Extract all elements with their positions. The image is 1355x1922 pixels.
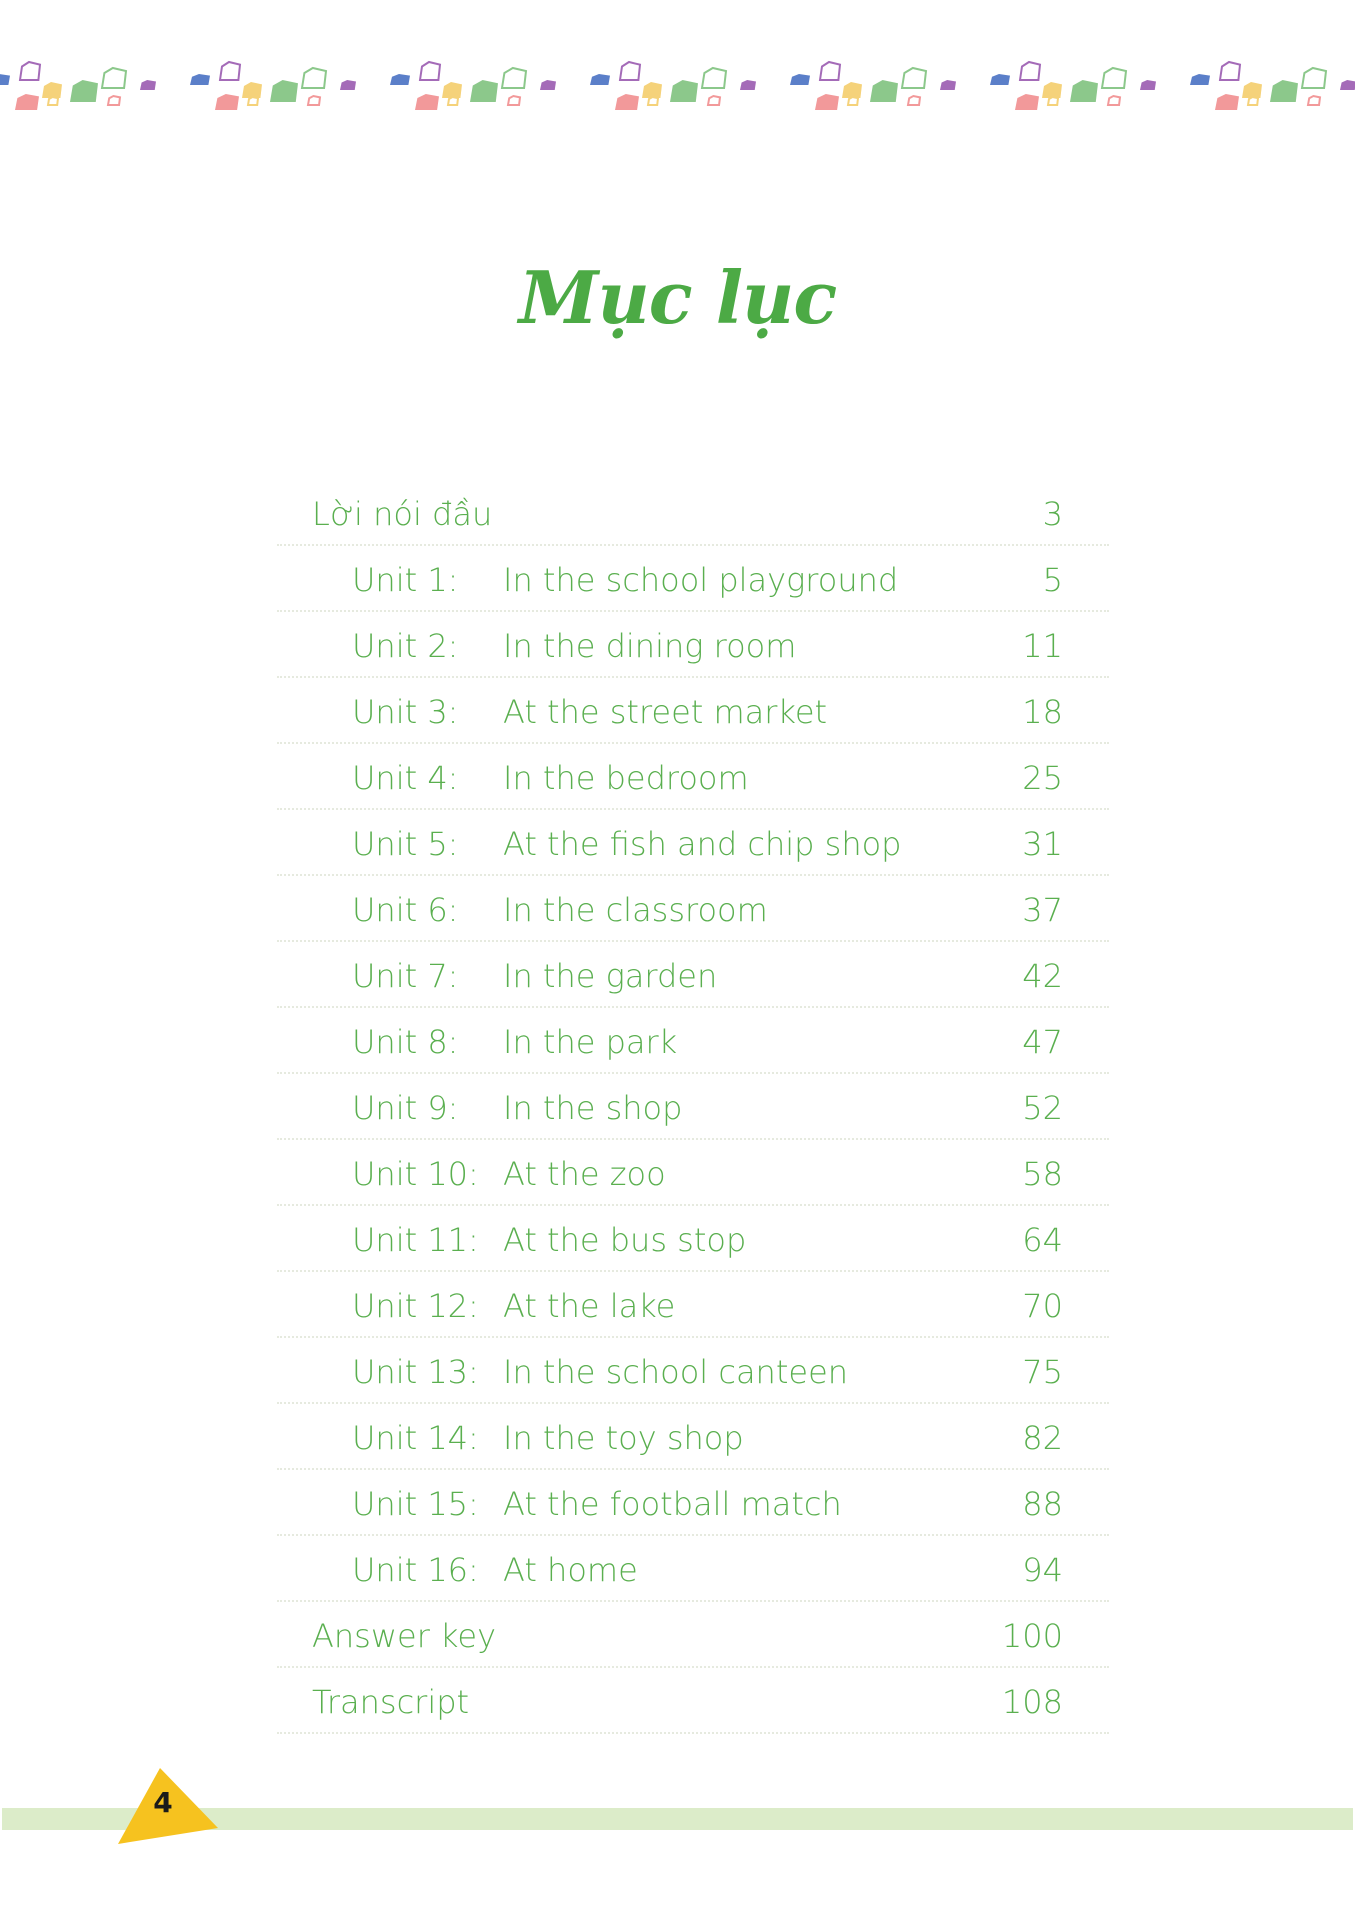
toc-page-number: 18 <box>1022 693 1063 731</box>
pebble-shape <box>242 82 262 98</box>
pebble-shape <box>1140 80 1156 90</box>
pebble-shape <box>702 68 726 88</box>
toc-page-number: 25 <box>1022 759 1063 797</box>
toc-entry-label: Transcript <box>312 1683 470 1721</box>
pebble-shape <box>42 82 62 98</box>
toc-page-number: 64 <box>1022 1221 1063 1259</box>
pebble-shape <box>508 96 520 105</box>
page-number: 4 <box>153 1786 173 1819</box>
pebble-shape <box>940 80 956 90</box>
pebble-shape <box>908 96 920 105</box>
toc-page-number: 42 <box>1022 957 1063 995</box>
pebble-shape <box>340 80 356 90</box>
toc-row-unit[interactable] <box>277 546 1109 612</box>
pebble-shape <box>842 82 862 98</box>
toc-unit-title: At the football match <box>503 1485 842 1523</box>
toc-unit-label: Unit 11: <box>352 1221 479 1259</box>
toc-unit-title: In the dining room <box>503 627 797 665</box>
toc-row-unit[interactable] <box>277 678 1109 744</box>
pebble-shape <box>270 80 298 102</box>
pebble-shape <box>670 80 698 102</box>
toc-unit-title: At the zoo <box>503 1155 666 1193</box>
toc-unit-label: Unit 16: <box>352 1551 479 1589</box>
decorative-pebble-border <box>0 50 1355 130</box>
toc-row-unit[interactable] <box>277 744 1109 810</box>
toc-page-number: 5 <box>1042 561 1063 599</box>
pebble-shape <box>1248 97 1258 105</box>
toc-page-number: 70 <box>1022 1287 1063 1325</box>
toc-unit-title: In the bedroom <box>503 759 749 797</box>
pebble-shape <box>102 68 126 88</box>
toc-page-number: 82 <box>1022 1419 1063 1457</box>
toc-row-unit[interactable] <box>277 1206 1109 1272</box>
toc-row-unit[interactable] <box>277 1536 1109 1602</box>
pebble-shape <box>502 68 526 88</box>
toc-unit-title: In the park <box>503 1023 678 1061</box>
toc-unit-title: At the fish and chip shop <box>503 825 902 863</box>
pebble-shape <box>642 82 662 98</box>
toc-unit-title: In the classroom <box>503 891 768 929</box>
pebble-shape <box>1308 96 1320 105</box>
pebble-shape <box>1108 96 1120 105</box>
toc-page-number: 31 <box>1022 825 1063 863</box>
pebble-shape <box>815 94 839 110</box>
pebble-shape <box>1242 82 1262 98</box>
pebble-shape <box>140 80 156 90</box>
toc-unit-label: Unit 12: <box>352 1287 479 1325</box>
pebble-shape <box>390 74 410 85</box>
toc-page-number: 47 <box>1022 1023 1063 1061</box>
toc-row-unit[interactable] <box>277 810 1109 876</box>
toc-unit-title: At the street market <box>503 693 828 731</box>
toc-page-number: 11 <box>1022 627 1063 665</box>
pebble-shape <box>1215 94 1239 110</box>
pebble-shape <box>308 96 320 105</box>
pebble-shape <box>1070 80 1098 102</box>
toc-unit-title: At home <box>503 1551 638 1589</box>
toc-page-number: 58 <box>1022 1155 1063 1193</box>
pebble-shape <box>708 96 720 105</box>
pebble-shape <box>448 97 458 105</box>
toc-row-transcript[interactable] <box>277 1668 1109 1734</box>
toc-unit-label: Unit 9: <box>352 1089 459 1127</box>
toc-row-unit[interactable] <box>277 1404 1109 1470</box>
pebble-shape <box>902 68 926 88</box>
toc-page-number: 75 <box>1022 1353 1063 1391</box>
toc-unit-label: Unit 10: <box>352 1155 479 1193</box>
toc-page-number: 3 <box>1042 495 1063 533</box>
toc-unit-title: In the school playground <box>503 561 899 599</box>
pebble-shape <box>420 62 440 80</box>
toc-row-unit[interactable] <box>277 1140 1109 1206</box>
toc-unit-label: Unit 8: <box>352 1023 459 1061</box>
pebble-shape <box>20 62 40 80</box>
toc-row-unit[interactable] <box>277 1470 1109 1536</box>
pebble-shape <box>70 80 98 102</box>
toc-page-number: 108 <box>1001 1683 1063 1721</box>
toc-page-number: 88 <box>1022 1485 1063 1523</box>
toc-unit-title: In the garden <box>503 957 718 995</box>
pebble-shape <box>415 94 439 110</box>
pebble-shape <box>1042 82 1062 98</box>
pebble-shape <box>220 62 240 80</box>
toc-unit-label: Unit 6: <box>352 891 459 929</box>
toc-unit-title: In the toy shop <box>503 1419 744 1457</box>
pebble-shape <box>1270 80 1298 102</box>
pebble-shape <box>820 62 840 80</box>
toc-unit-label: Unit 1: <box>352 561 459 599</box>
toc-entry-label: Lời nói đầu <box>312 495 493 533</box>
toc-row-unit[interactable] <box>277 1272 1109 1338</box>
toc-unit-label: Unit 15: <box>352 1485 479 1523</box>
toc-unit-title: In the school canteen <box>503 1353 849 1391</box>
toc-unit-label: Unit 3: <box>352 693 459 731</box>
pebble-shape <box>540 80 556 90</box>
toc-row-unit[interactable] <box>277 1008 1109 1074</box>
toc-unit-title: At the lake <box>503 1287 676 1325</box>
toc-entry-label: Answer key <box>312 1617 497 1655</box>
toc-page-number: 52 <box>1022 1089 1063 1127</box>
toc-unit-label: Unit 4: <box>352 759 459 797</box>
pebble-shape <box>790 74 810 85</box>
toc-row-unit[interactable] <box>277 876 1109 942</box>
toc-page-number: 100 <box>1001 1617 1063 1655</box>
toc-page-number: 37 <box>1022 891 1063 929</box>
pebble-shape <box>1190 74 1210 85</box>
toc-row-answer-key[interactable] <box>277 1602 1109 1668</box>
table-of-contents <box>277 480 1109 1734</box>
pebble-shape <box>590 74 610 85</box>
pebble-shape <box>0 74 10 85</box>
pebble-shape <box>740 80 756 90</box>
toc-row-preface[interactable] <box>277 480 1109 546</box>
pebble-shape <box>1302 68 1326 88</box>
toc-unit-title: In the shop <box>503 1089 683 1127</box>
pebble-shape <box>442 82 462 98</box>
pebble-shape <box>615 94 639 110</box>
toc-unit-label: Unit 13: <box>352 1353 479 1391</box>
pebble-shape <box>1020 62 1040 80</box>
pebble-shape <box>1015 94 1039 110</box>
pebble-shape <box>248 97 258 105</box>
pebble-shape <box>1220 62 1240 80</box>
pebble-shape <box>1102 68 1126 88</box>
pebble-shape <box>1340 80 1355 90</box>
pebble-shape <box>215 94 239 110</box>
pebble-shape <box>108 96 120 105</box>
toc-unit-label: Unit 5: <box>352 825 459 863</box>
pebble-shape <box>990 74 1010 85</box>
toc-unit-label: Unit 2: <box>352 627 459 665</box>
toc-row-unit[interactable] <box>277 942 1109 1008</box>
pebble-shape <box>470 80 498 102</box>
pebble-shape <box>620 62 640 80</box>
pebble-shape <box>870 80 898 102</box>
toc-unit-label: Unit 7: <box>352 957 459 995</box>
pebble-shape <box>15 94 39 110</box>
toc-row-unit[interactable] <box>277 1074 1109 1140</box>
toc-unit-label: Unit 14: <box>352 1419 479 1457</box>
pebble-shape <box>1048 97 1058 105</box>
toc-page-number: 94 <box>1022 1551 1063 1589</box>
toc-row-unit[interactable] <box>277 612 1109 678</box>
pebble-shape <box>848 97 858 105</box>
page-title: Mục lục <box>518 255 837 340</box>
toc-unit-title: At the bus stop <box>503 1221 747 1259</box>
pebble-shape <box>302 68 326 88</box>
pebble-shape <box>48 97 58 105</box>
pebble-shape <box>648 97 658 105</box>
pebble-shape <box>190 74 210 85</box>
toc-row-unit[interactable] <box>277 1338 1109 1404</box>
